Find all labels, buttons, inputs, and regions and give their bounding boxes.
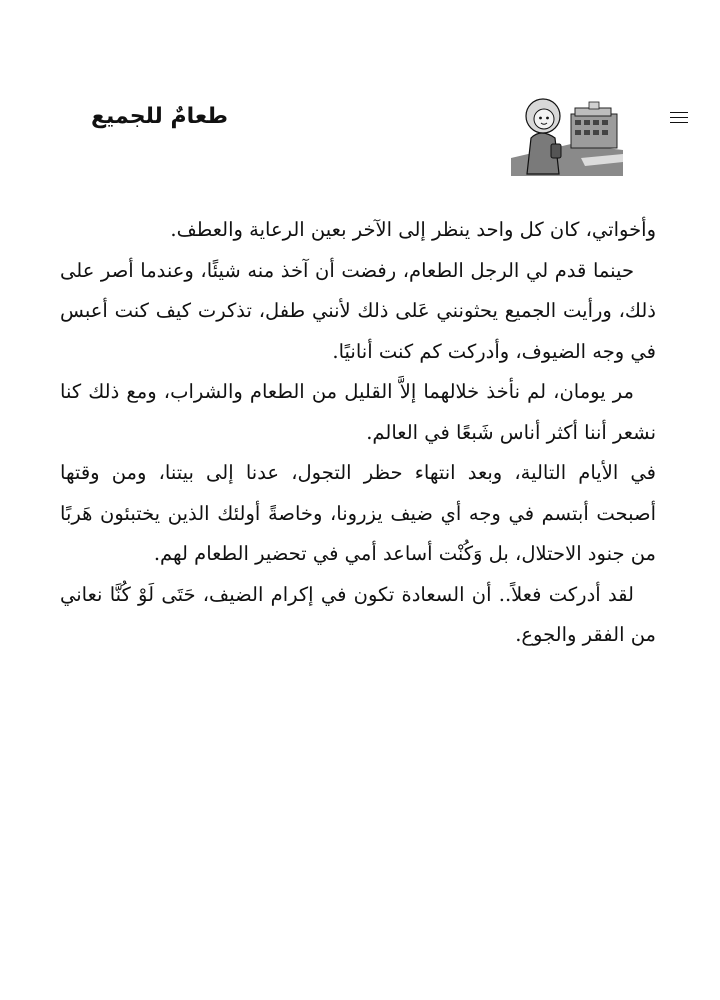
paragraph: حينما قدم لي الرجل الطعام، رفضت أن آخذ منه شيئًا، وعندما أصر على ذلك، ورأيت الجميع يحثونني عَلى ذلك لأنني طفل، تذكرت كيف كنت أعبس في وجه الضيوف، وأدركت كم كنت أنانيًا. — [60, 258, 656, 363]
chapter-title: طعامٌ للجميع — [90, 104, 228, 129]
story-text — [60, 210, 656, 656]
paragraph: مر يومان، لم نأخذ خلالهما إلاَّ القليل من الطعام والشراب، ومع ذلك كنا نشعر أننا أكثر أناس شَبعًا في العالم. — [60, 380, 656, 444]
girl-illustration-icon — [511, 88, 623, 176]
paragraph: في الأيام التالية، وبعد انتهاء حظر التجول، عدنا إلى بيتنا، ومن وقتها أصبحت أبتسم في وجه أي ضيف يزرونا، وخاصةً أولئك الذين يختبئون هَربًا من جنود الاحتلال، بل وَكُنْت أساعد أمي في تحضير الطعام لهم. — [60, 461, 656, 565]
paragraph: وأخواتي، كان كل واحد ينظر إلى الآخر بعين الرعاية والعطف. — [170, 218, 656, 241]
paragraph: لقد أدركت فعلاً.. أن السعادة تكون في إكرام الضيف، حَتَى لَوْ كُنَّا نعاني من الفقر والجوع. — [60, 582, 656, 646]
chapter-header — [58, 88, 668, 178]
